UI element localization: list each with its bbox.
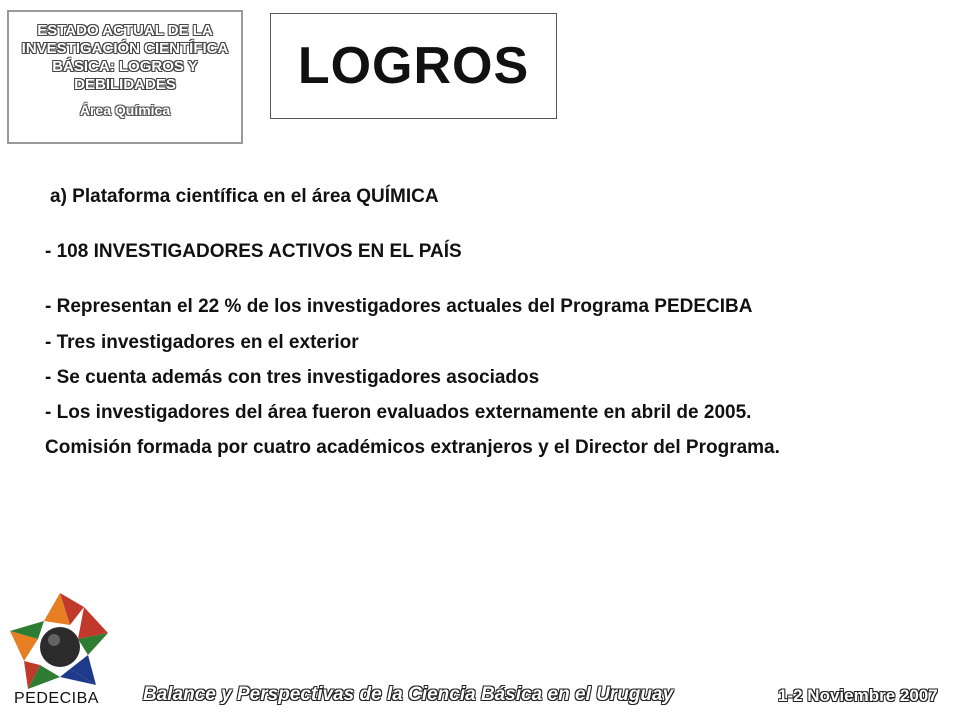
logo-text: PEDECIBA — [14, 690, 99, 707]
title-box — [270, 13, 557, 119]
footer-event-title: Balance y Perspectivas de la Ciencia Básica en el Uruguay — [143, 684, 674, 705]
section-subtitle: a) Plataforma científica en el área QUÍMICA — [50, 186, 439, 207]
header-box-heading: ESTADO ACTUAL DE LA INVESTIGACIÓN CIENTÍFICA BÁSICA: LOGROS Y DEBILIDADES — [21, 22, 229, 93]
header-box-area: Área Química — [79, 102, 171, 118]
text-line-evaluated: - Los investigadores del área fueron evaluados externamente en abril de 2005. — [45, 402, 752, 423]
text-paragraph-commission: Comisión formada por cuatro académicos extranjeros y el Director del Programa. — [45, 437, 780, 458]
footer-date: 1-2 Noviembre 2007 — [778, 686, 938, 705]
text-line-researchers: - 108 INVESTIGADORES ACTIVOS EN EL PAÍS — [45, 241, 462, 262]
logo-sphere-highlight — [48, 634, 60, 646]
page-title: LOGROS — [297, 37, 530, 95]
slide-header-box — [7, 10, 243, 144]
text-line-exterior: - Tres investigadores en el exterior — [45, 332, 359, 353]
logo-sphere — [40, 627, 80, 667]
text-line-associates: - Se cuenta además con tres investigadores asociados — [45, 367, 540, 388]
text-line-represent: - Representan el 22 % de los investigadores actuales del Programa PEDECIBA — [45, 296, 753, 317]
